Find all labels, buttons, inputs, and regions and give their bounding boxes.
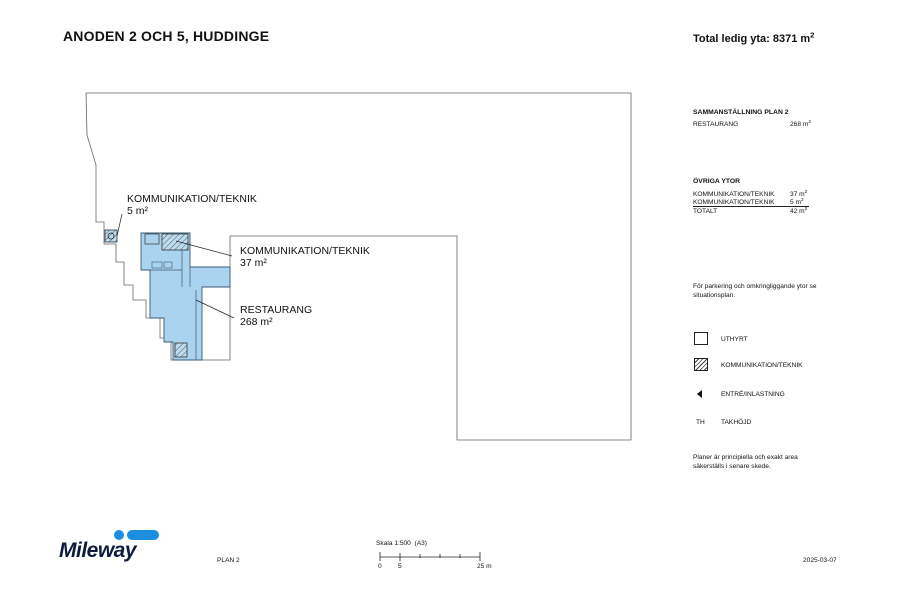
other-area-row-value-text: 5 m: [790, 199, 801, 206]
label-komm-large-name: KOMMUNIKATION/TEKNIK: [240, 245, 370, 257]
paper-size: (A3): [414, 540, 427, 547]
scale-tick-0: 0: [378, 563, 382, 570]
label-komm-large: [240, 245, 370, 269]
legend-uthyrt-swatch: [694, 332, 708, 345]
summary-heading: SAMMANSTÄLLNING PLAN 2: [693, 109, 789, 116]
total-area: Total ledig yta: 8371 $m^2$: [693, 30, 815, 45]
other-areas-heading: ÖVRIGA YTOR: [693, 178, 741, 185]
other-area-row-value-text: 37 m: [790, 191, 805, 198]
label-komm-small-name: KOMMUNIKATION/TEKNIK: [127, 193, 257, 205]
label-komm-large-area: 37 m²: [240, 257, 267, 269]
date: 2025-03-07: [803, 557, 837, 564]
label-restaurang: [240, 304, 312, 328]
other-area-total-value: 42 $m^2$: [790, 205, 808, 215]
disclaimer: Planer är principiella och exakt area säkerställs i senare skede.: [693, 454, 798, 470]
legend-th-symbol: TH: [696, 419, 705, 426]
komm-small-room: [105, 230, 117, 242]
legend-komm-swatch: [694, 358, 708, 371]
leader-komm-small: [117, 214, 122, 236]
other-area-row-value: 37 $m^2$: [790, 188, 808, 198]
komm-large-room: [162, 234, 188, 250]
page-title: ANODEN 2 OCH 5, HUDDINGE: [63, 28, 270, 44]
scale-bar: [380, 552, 480, 561]
summary-row-value: 268 $m^2$: [790, 118, 811, 128]
label-restaurang-name: RESTAURANG: [240, 304, 313, 316]
summary-row-name: RESTAURANG: [693, 121, 739, 128]
stair-icon: [175, 343, 187, 357]
label-komm-small: [127, 193, 257, 217]
label-restaurang-area: 268 m²: [240, 316, 273, 328]
other-area-row-name: KOMMUNIKATION/TEKNIK: [693, 191, 775, 198]
scale-label: [376, 540, 427, 547]
total-area-text: Total ledig yta: 8371 m: [693, 33, 811, 45]
mileway-logo: Mileway: [59, 539, 137, 562]
legend-entre-label: ENTRÉ/INLASTNING: [721, 391, 785, 398]
plan-name: PLAN 2: [217, 557, 240, 564]
legend-komm-label: KOMMUNIKATION/TEKNIK: [721, 362, 803, 369]
scale-tick-5: 5: [398, 563, 402, 570]
scale-text: Skala 1:500: [376, 540, 411, 547]
other-area-row-value: 5 $m^2$: [790, 196, 804, 206]
legend-uthyrt-label: UTHYRT: [721, 336, 748, 343]
legend-takhojd-label: TAKHÖJD: [721, 419, 752, 426]
other-area-total-name: TOTALT: [693, 208, 718, 215]
other-area-row-name-text: KOMMUNIKATION/TEKNIK: [693, 199, 775, 206]
parking-note: För parkering och omkringliggande ytor se situationsplan.: [693, 283, 817, 299]
other-area-total-value-text: 42 m: [790, 208, 805, 215]
label-komm-small-area: 5 m²: [127, 205, 148, 217]
summary-row-value-text: 268 m: [790, 121, 809, 128]
scale-tick-25: 25 m: [477, 563, 492, 570]
entry-arrow-icon: [697, 390, 702, 398]
